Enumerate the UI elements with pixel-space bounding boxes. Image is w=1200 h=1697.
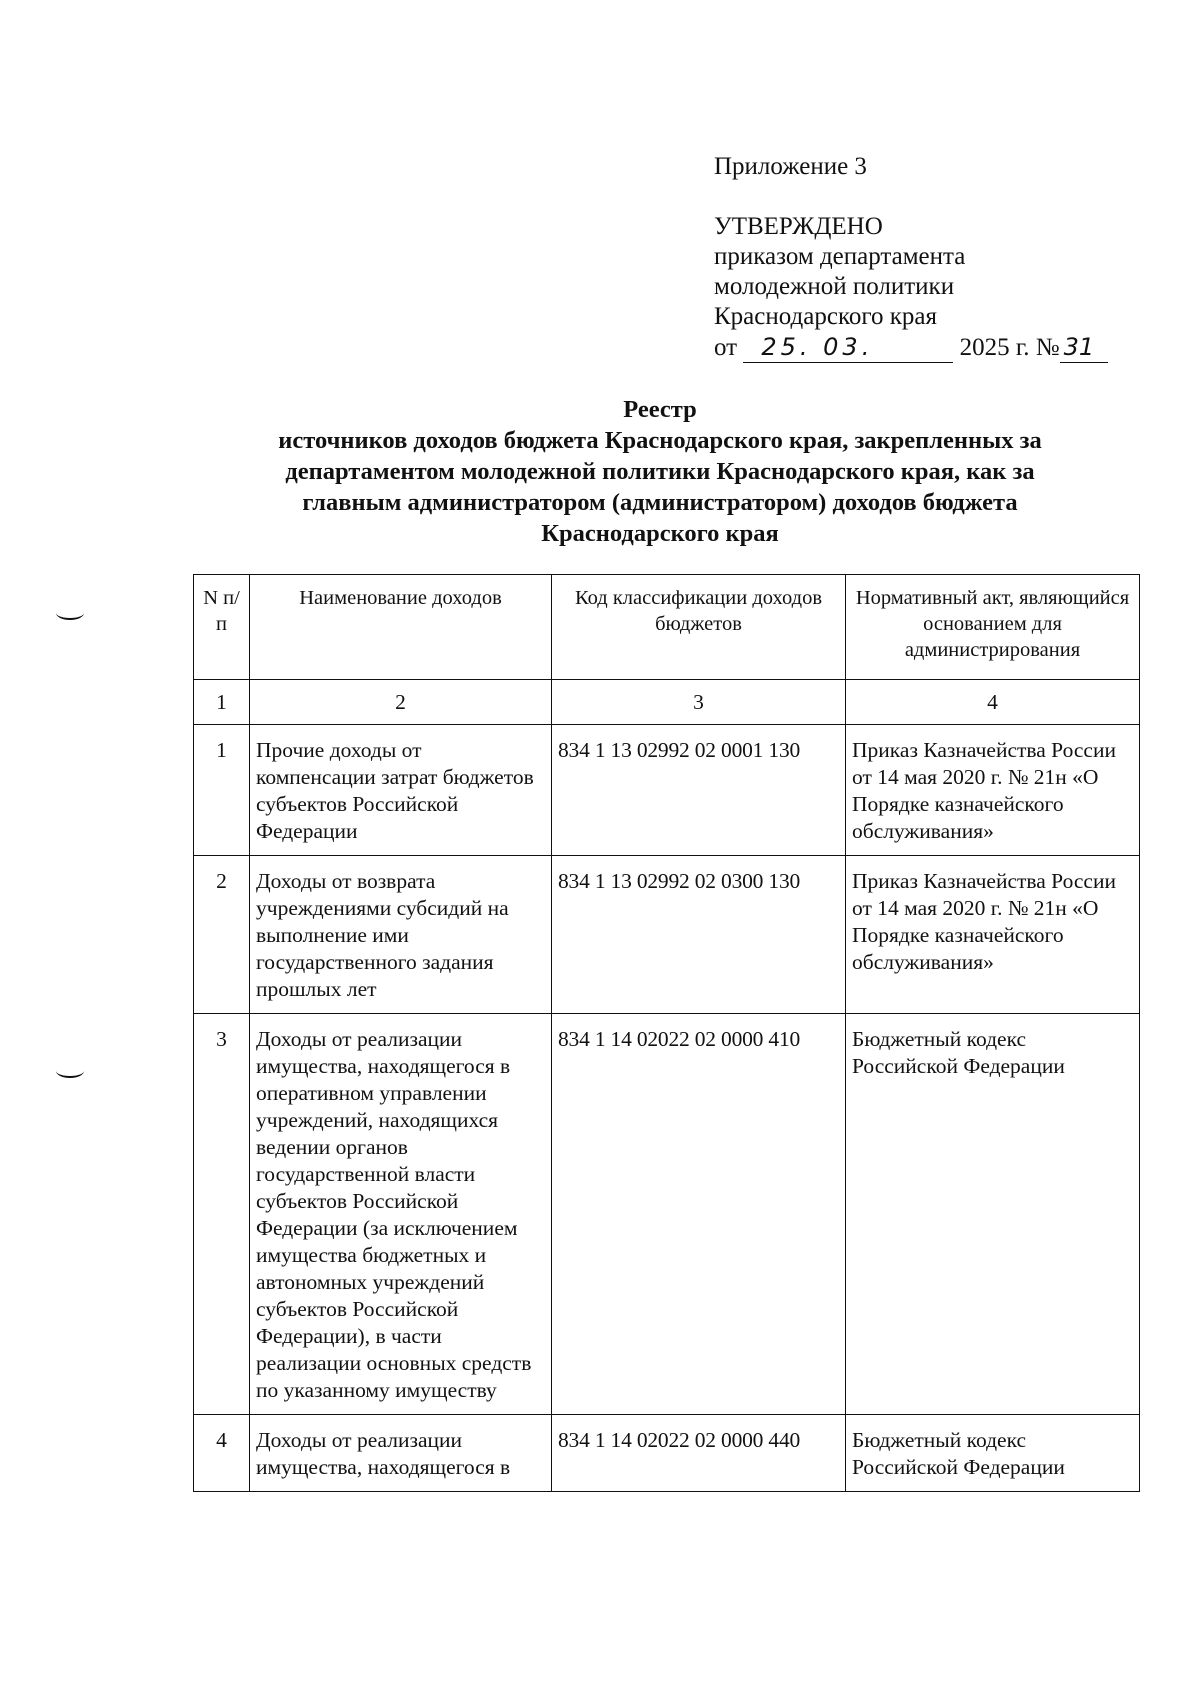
- normative-act: Бюджетный кодекс Российской Федерации: [846, 1415, 1140, 1492]
- column-number: 1: [194, 680, 250, 725]
- column-number-row: [194, 680, 1140, 725]
- title-line: источников доходов бюджета Краснодарского края, закрепленных за: [278, 427, 1042, 454]
- column-header-number: N п/п: [194, 575, 250, 680]
- income-name: Прочие доходы от компенсации затрат бюджетов субъектов Российской Федерации: [250, 725, 552, 856]
- normative-act: Приказ Казначейства России от 14 мая 2020 г. № 21н «О Порядке казначейского обслуживания»: [846, 856, 1140, 1014]
- document-title: [200, 394, 1120, 549]
- table-row: [194, 725, 1140, 856]
- table-header-row: [194, 575, 1140, 680]
- row-number: 3: [194, 1014, 250, 1415]
- handwritten-order-number: 31: [1060, 332, 1108, 363]
- approval-line: приказом департамента: [714, 243, 966, 270]
- column-number: 2: [250, 680, 552, 725]
- table-row: [194, 856, 1140, 1014]
- from-label: от: [714, 334, 738, 361]
- binding-hole-mark: [56, 1064, 84, 1078]
- income-name: Доходы от реализации имущества, находящегося в: [250, 1415, 552, 1492]
- approved-label: УТВЕРЖДЕНО: [714, 213, 883, 240]
- approval-block: [714, 152, 1154, 363]
- income-registry-table: [193, 574, 1140, 1492]
- approval-line: молодежной политики: [714, 273, 955, 300]
- table-row: [194, 1415, 1140, 1492]
- classification-code: 834 1 13 02992 02 0300 130: [552, 856, 846, 1014]
- normative-act: Приказ Казначейства России от 14 мая 2020 г. № 21н «О Порядке казначейского обслуживания»: [846, 725, 1140, 856]
- row-number: 1: [194, 725, 250, 856]
- title-line: Краснодарского края: [541, 520, 779, 547]
- classification-code: 834 1 14 02022 02 0000 440: [552, 1415, 846, 1492]
- column-header-name: Наименование доходов: [250, 575, 552, 680]
- title-line: департаментом молодежной политики Краснодарского края, как за: [285, 458, 1035, 485]
- income-name: Доходы от возврата учреждениями субсидий на выполнение ими государственного задания прошлых лет: [250, 856, 552, 1014]
- title-line: главным администратором (администратором) доходов бюджета: [302, 489, 1018, 516]
- normative-act: Бюджетный кодекс Российской Федерации: [846, 1014, 1140, 1415]
- binding-hole-mark: [56, 606, 84, 620]
- column-header-code: Код классификации доходов бюджетов: [552, 575, 846, 680]
- income-name: Доходы от реализации имущества, находящегося в оперативном управлении учреждений, находящихся ведении органов государственной власти субъектов Российской Федерации (за исключением имущества бюджетных и автономных учреждений субъектов Российской Федерации), в части реализации основных средств по указанному имуществу: [250, 1014, 552, 1415]
- table-row: [194, 1014, 1140, 1415]
- classification-code: 834 1 13 02992 02 0001 130: [552, 725, 846, 856]
- column-header-act: Нормативный акт, являющийся основанием для администрирования: [846, 575, 1140, 680]
- handwritten-date: 25. 03.: [743, 332, 953, 363]
- row-number: 4: [194, 1415, 250, 1492]
- order-date-line: [714, 332, 1154, 363]
- appendix-label: Приложение 3: [714, 153, 867, 180]
- year-number-label: 2025 г. №: [959, 334, 1060, 361]
- column-number: 3: [552, 680, 846, 725]
- classification-code: 834 1 14 02022 02 0000 410: [552, 1014, 846, 1415]
- row-number: 2: [194, 856, 250, 1014]
- title-heading: Реестр: [623, 396, 697, 423]
- column-number: 4: [846, 680, 1140, 725]
- approval-line: Краснодарского края: [714, 303, 937, 330]
